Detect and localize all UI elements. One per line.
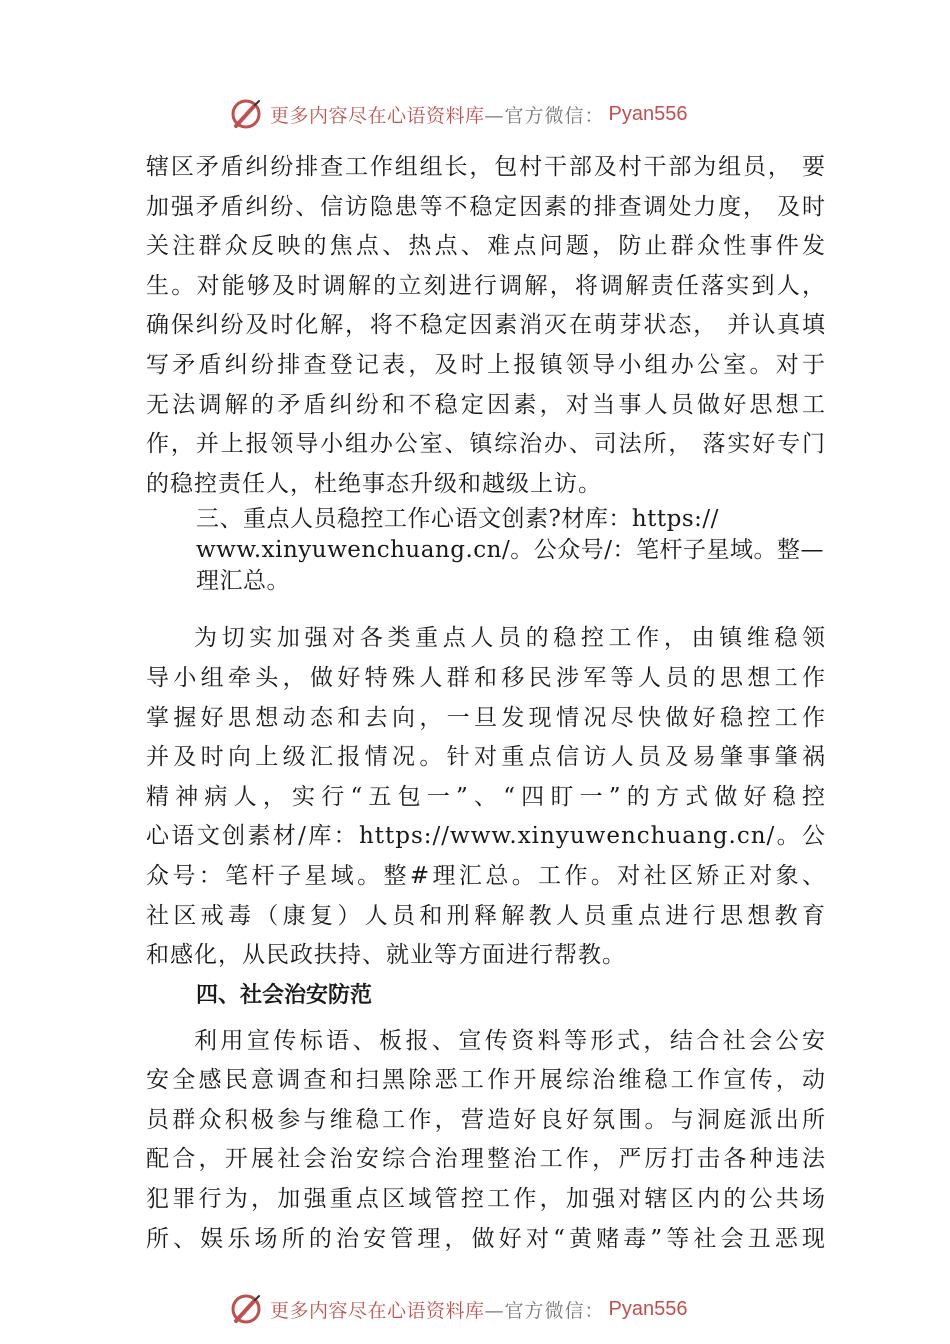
text-line: 精神病人，实行“五包一”、“四盯一”的方式做好稳控 — [146, 783, 826, 810]
text-line: 社区戒毒（康复）人员和刑释解教人员重点进行思想教育 — [146, 902, 826, 929]
text-line: 犯罪行为，加强重点区域管控工作，加强对辖区内的公共场 — [146, 1186, 826, 1213]
paragraph-dispute-investigation — [146, 148, 826, 504]
header-watermark-banner — [228, 94, 688, 134]
text-line: 员群众积极参与维稳工作，营造好良好氛围。与洞庭派出所 — [146, 1106, 826, 1133]
text-line: 理汇总。 — [196, 568, 290, 595]
text-line: 所、娱乐场所的治安管理，做好对“黄赌毒”等社会丑恶现 — [146, 1225, 826, 1252]
text-line: 无法调解的矛盾纠纷和不稳定因素，对当事人员做好思想工 — [146, 391, 826, 418]
document-body — [146, 148, 826, 1259]
banner-wechat-label: —官方微信： — [484, 104, 605, 127]
text-line: 的稳控责任人，杜绝事态升级和越级上访。 — [146, 470, 602, 497]
text-line: 众号：笔杆子星域。整#理汇总。工作。对社区矫正对象、 — [146, 862, 826, 889]
paragraph-public-security — [146, 1022, 826, 1260]
text-line: 三、重点人员稳控工作心语文创素?材库：https:// — [196, 506, 719, 533]
banner-wechat-id: Pyan556 — [608, 102, 688, 125]
text-line: 导小组牵头，做好特殊人群和移民涉军等人员的思想工作 — [146, 664, 826, 691]
footer-watermark-banner — [228, 1289, 688, 1329]
banner-wechat-label: —官方微信： — [484, 1299, 605, 1322]
text-line: 和感化，从民政扶持、就业等方面进行帮教。 — [146, 942, 626, 969]
text-line: 作，并上报领导小组办公室、镇综治办、司法所， 落实好专门 — [146, 431, 826, 458]
text-line: 确保纠纷及时化解，将不稳定因素消灭在萌芽状态， 并认真填 — [146, 312, 826, 339]
banner-title: 更多内容尽在心语资料库 — [270, 104, 485, 127]
section-three-heading — [146, 504, 826, 597]
text-line: 加强矛盾纠纷、信访隐患等不稳定因素的排查调处力度， 及时 — [146, 193, 826, 220]
pen-logo-icon — [228, 96, 264, 132]
text-line: 关注群众反映的焦点、热点、难点问题，防止群众性事件发 — [146, 233, 826, 260]
text-line: 心语文创素材/库：https://www.xinyuwenchuang.cn/。公 — [146, 823, 826, 850]
text-line: 为切实加强对各类重点人员的稳控工作，由镇维稳领 — [194, 625, 826, 652]
text-line: 配合，开展社会治安综合治理整治工作，严厉打击各种违法 — [146, 1146, 826, 1173]
section-four-heading: 四、社会治安防范 — [196, 982, 373, 1008]
text-line: 生。对能够及时调解的立刻进行调解，将调解责任落实到人， — [146, 272, 826, 299]
text-line: 辖区矛盾纠纷排查工作组组长，包村干部及村干部为组员， 要 — [146, 154, 826, 180]
text-line: 写矛盾纠纷排查登记表，及时上报镇领导小组办公室。对于 — [146, 351, 826, 378]
text-line: 安全感民意调查和扫黑除恶工作开展综治维稳工作宣传，动 — [146, 1067, 826, 1094]
paragraph-key-personnel — [146, 619, 826, 975]
text-line: 利用宣传标语、板报、宣传资料等形式，结合社会公安 — [194, 1027, 826, 1054]
text-line: 并及时向上级汇报情况。针对重点信访人员及易肇事肇祸 — [146, 744, 826, 771]
banner-wechat-id: Pyan556 — [608, 1297, 688, 1320]
banner-title: 更多内容尽在心语资料库 — [270, 1299, 485, 1322]
text-line: 掌握好思想动态和去向，一旦发现情况尽快做好稳控工作 — [146, 704, 826, 731]
text-line: www.xinyuwenchuang.cn/。公众号/：笔杆子星域。整— — [196, 537, 824, 564]
pen-logo-icon — [228, 1291, 264, 1327]
